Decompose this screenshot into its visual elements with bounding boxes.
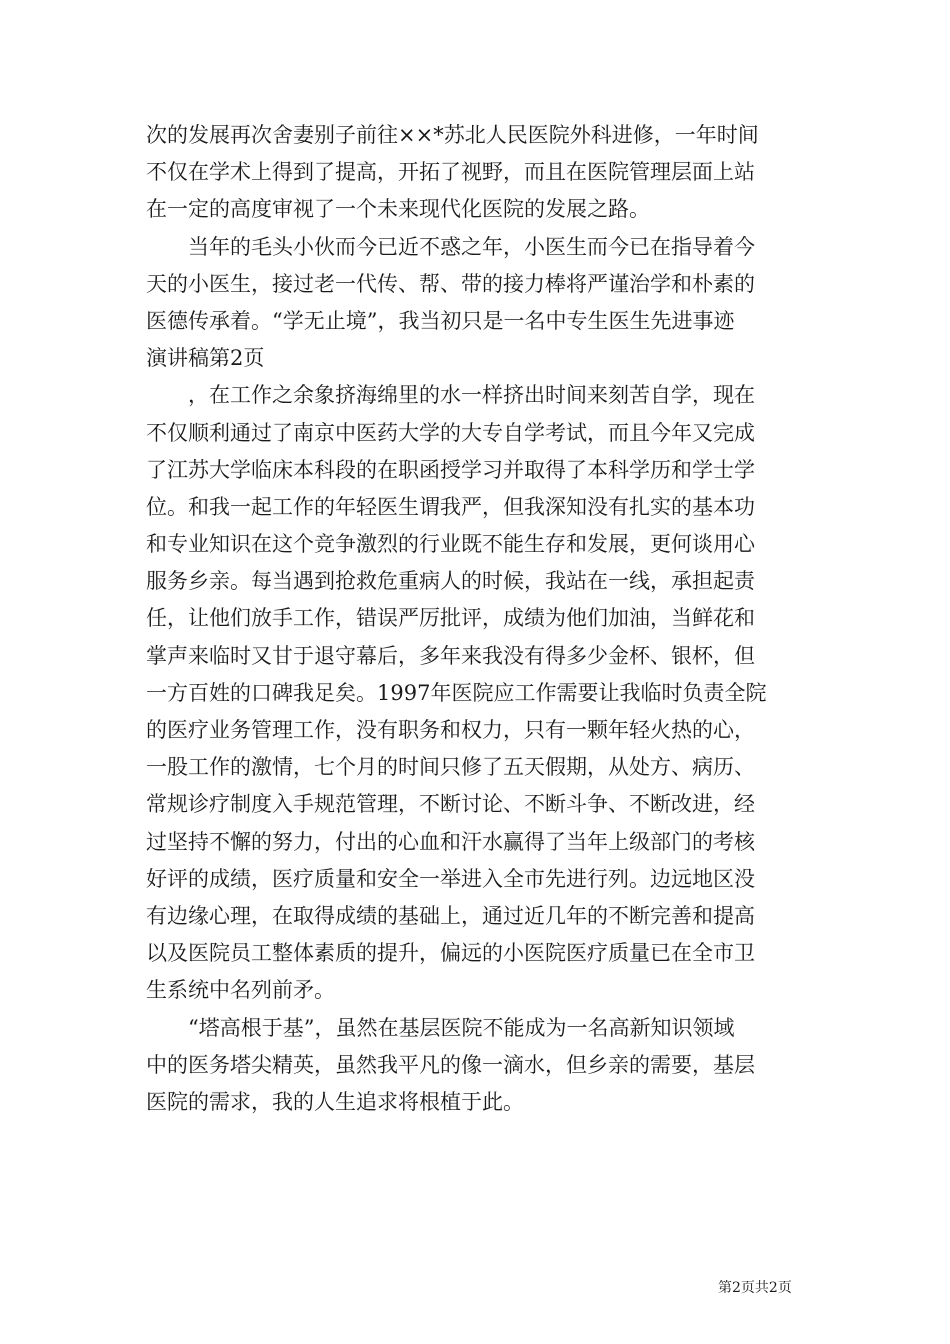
text-line: 中的医务塔尖精英，虽然我平凡的像一滴水，但乡亲的需要，基层: [146, 1052, 755, 1077]
text-line: 医院的需求，我的人生追求将根植于此。: [146, 1089, 524, 1114]
text-line: 天的小医生，接过老一代传、帮、带的接力棒将严谨治学和朴素的: [146, 271, 755, 296]
paragraph-start-line: 当年的毛头小伙而今已近不惑之年，小医生而今已在指导着今: [188, 234, 755, 259]
text-line: 有边缘心理，在取得成绩的基础上，通过近几年的不断完善和提高: [146, 903, 755, 928]
text-line: 次的发展再次舍妻别子前往××*苏北人民医院外科进修，一年时间: [146, 123, 759, 147]
text-line: 过坚持不懈的努力，付出的心血和汗水赢得了当年上级部门的考核: [146, 829, 755, 854]
text-line: 掌声来临时又甘于退守幕后，多年来我没有得多少金杯、银杯，但: [146, 643, 755, 668]
text-line: 不仅在学术上得到了提高，开拓了视野，而且在医院管理层面上站: [146, 160, 755, 185]
body-text: [146, 117, 810, 1121]
text-line: 服务乡亲。每当遇到抢救危重病人的时候，我站在一线，承担起责: [146, 569, 755, 594]
text-line: 和专业知识在这个竞争激烈的行业既不能生存和发展，更何谈用心: [146, 532, 755, 557]
paragraph-start-line: “塔高根于基”，虽然在基层医院不能成为一名高新知识领域: [188, 1015, 735, 1040]
text-line: 的医疗业务管理工作，没有职务和权力，只有一颗年轻火热的心，: [146, 718, 755, 742]
text-line: 演讲稿第2页: [146, 346, 265, 371]
text-line: 不仅顺利通过了南京中医药大学的大专自学考试，而且今年又完成: [146, 420, 755, 445]
text-line: 生系统中名列前矛。: [146, 978, 335, 1003]
text-line: 位。和我一起工作的年轻医生谓我严，但我深知没有扎实的基本功: [146, 494, 755, 519]
text-line: 医德传承着。“学无止境”，我当初只是一名中专生医生先进事迹: [146, 308, 735, 333]
text-line: 在一定的高度审视了一个未来现代化医院的发展之路。: [146, 197, 650, 222]
text-line: 常规诊疗制度入手规范管理，不断讨论、不断斗争、不断改进，经: [146, 792, 755, 817]
text-line: 一股工作的激情，七个月的时间只修了五天假期，从处方、病历、: [146, 755, 755, 780]
page-number-footer: 第2页共2页: [718, 1280, 792, 1296]
text-line: 以及医院员工整体素质的提升，偏远的小医院医疗质量已在全市卫: [146, 941, 755, 966]
text-line: 好评的成绩，医疗质量和安全一举进入全市先进行列。边远地区没: [146, 866, 755, 891]
text-line: 了江苏大学临床本科段的在职函授学习并取得了本科学历和学士学: [146, 457, 755, 482]
text-line: 一方百姓的口碑我足矣。1997年医院应工作需要让我临时负责全院: [146, 680, 767, 705]
text-line: 任，让他们放手工作，错误严厉批评，成绩为他们加油，当鲜花和: [146, 606, 755, 631]
paragraph-start-line: ，在工作之余象挤海绵里的水一样挤出时间来刻苦自学，现在: [188, 383, 755, 408]
